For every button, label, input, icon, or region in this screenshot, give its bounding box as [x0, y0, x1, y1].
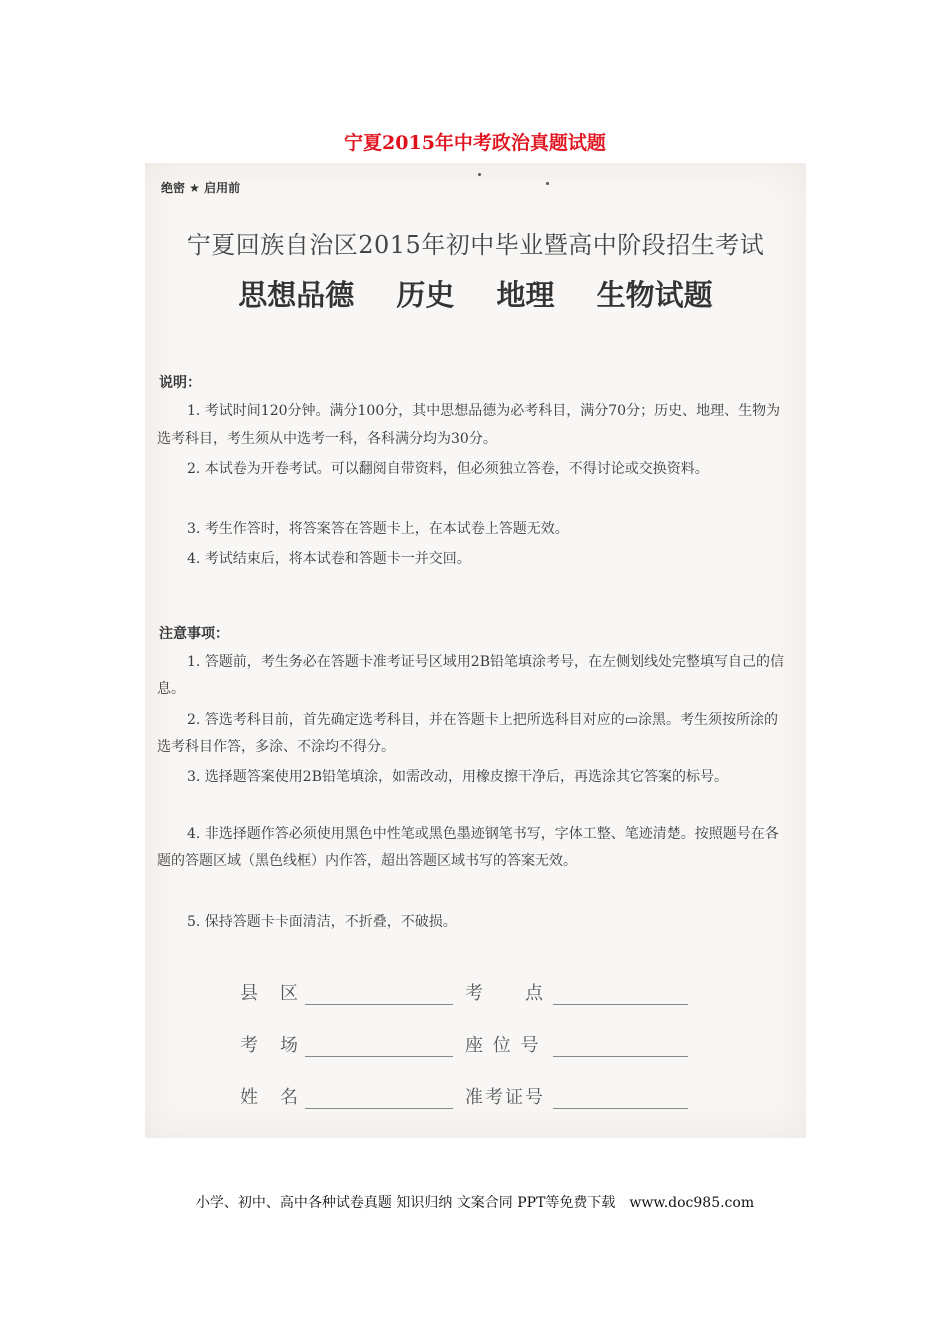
instruction-item: 2. 本试卷为开卷考试。可以翻阅自带资料，但必须独立答卷，不得讨论或交换资料。	[187, 461, 709, 477]
note-item: 3. 选择题答案使用2B铅笔填涂，如需改动，用橡皮擦干净后，再选涂其它答案的标号。	[187, 769, 729, 785]
note-item: 1. 答题前，考生务必在答题卡准考证号区域用2B铅笔填涂考号，在左侧划线处完整填写自己的信息。	[157, 654, 785, 697]
name-label: 姓 名	[240, 1087, 300, 1108]
county-blank	[305, 1004, 453, 1005]
page-title: 宁夏2015年中考政治真题试题	[344, 132, 606, 154]
name-blank	[305, 1108, 453, 1109]
county-label: 县 区	[240, 983, 300, 1004]
note-item: 4. 非选择题作答必须使用黑色中性笔或黑色墨迹钢笔书写，字体工整、笔迹清楚。按照题号在各题的答题区域（黑色线框）内作答，超出答题区域书写的答案无效。	[157, 826, 779, 869]
exam-room-label: 考 场	[240, 1035, 300, 1056]
instruction-item: 1. 考试时间120分钟。满分100分，其中思想品德为必考科目，满分70分；历史、地理、生物为选考科目，考生须从中选考一科，各科满分均为30分。	[157, 403, 781, 447]
subject-list	[145, 273, 806, 314]
exam-site-blank	[553, 1004, 688, 1005]
exam-title: 宁夏回族自治区2015年初中毕业暨高中阶段招生考试	[186, 231, 765, 259]
exam-site-label: 考 点	[465, 983, 545, 1004]
form-row	[145, 1031, 806, 1061]
note-item: 5. 保持答题卡卡面清洁，不折叠，不破损。	[187, 914, 457, 930]
form-row	[145, 1083, 806, 1113]
footer-text: 小学、初中、高中各种试卷真题 知识归纳 文案合同 PPT等免费下载 www.doc985.com	[195, 1195, 755, 1211]
form-row	[145, 979, 806, 1009]
note-item: 2. 答选考科目前，首先确定选考科目，并在答题卡上把所选科目对应的▭涂黑。考生须按所涂的选考科目作答，多涂、不涂均不得分。	[157, 712, 779, 755]
seat-no-label: 座 位 号	[465, 1035, 541, 1056]
scan-speck	[546, 182, 549, 185]
subject-biology: 生物试题	[596, 278, 713, 312]
instruction-item: 3. 考生作答时，将答案答在答题卡上，在本试卷上答题无效。	[187, 521, 569, 537]
ticket-no-blank	[553, 1108, 688, 1109]
subject-moral: 思想品德	[238, 278, 355, 312]
secret-mark: 绝密 ★ 启用前	[161, 181, 241, 195]
instructions-heading: 说明：	[159, 375, 201, 391]
seat-no-blank	[553, 1056, 688, 1057]
ticket-no-label: 准考证号	[465, 1087, 545, 1108]
scanned-exam-cover	[145, 163, 806, 1138]
instruction-item: 4. 考试结束后，将本试卷和答题卡一并交回。	[187, 551, 471, 567]
subject-history: 历史	[396, 278, 455, 312]
exam-room-blank	[305, 1056, 453, 1057]
subject-geography: 地理	[496, 278, 555, 312]
notes-heading: 注意事项：	[159, 626, 229, 642]
scan-speck	[478, 173, 481, 176]
